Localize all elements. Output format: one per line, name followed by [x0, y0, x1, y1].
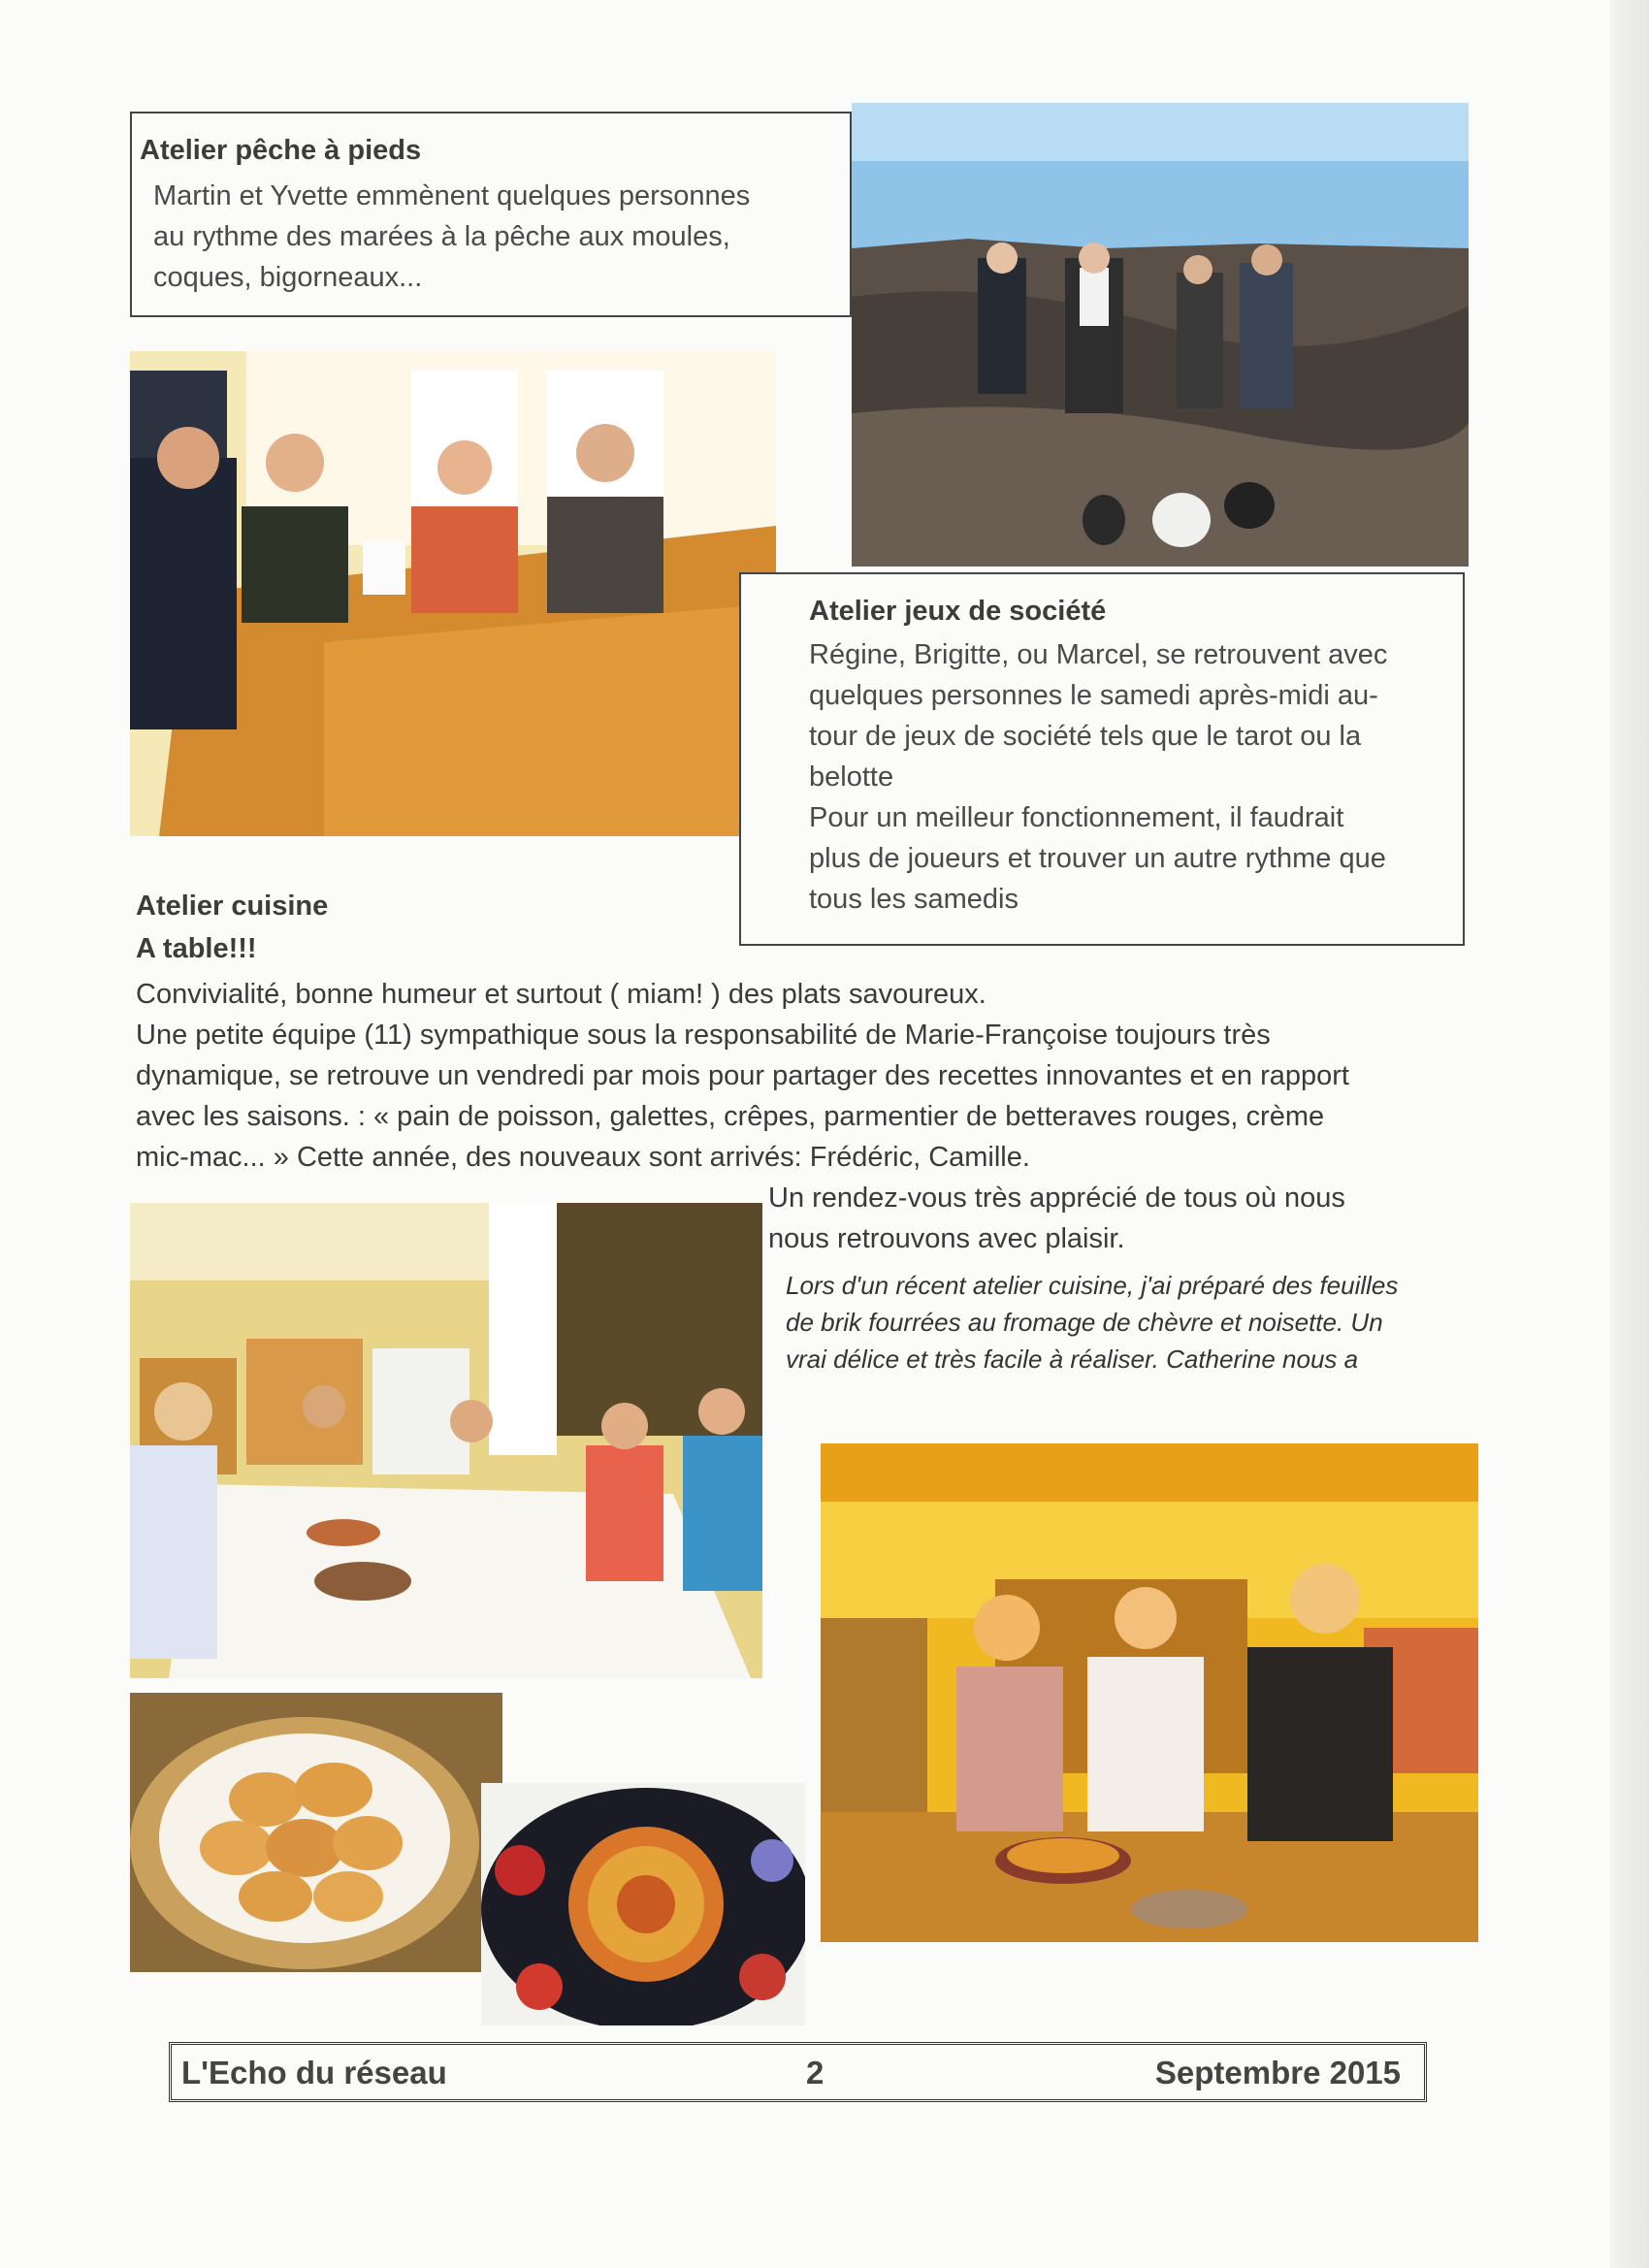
cuisine-text: Convivialité, bonne humeur et surtout ( miam! ) des plats savoureux. Une petite équipe (11) sympathique sous la responsabilité de Marie-Françoise toujours très dynamique, se retrouve un vendredi par mois pour partager des recettes innovantes et en rapport avec les saisons. : « pain de poisson, galettes, crêpes, parmentier de betteraves rouges, crème mic-mac... » Cette année, des nouveaux sont arrivés: Frédéric, Camille. [136, 979, 1349, 1173]
photo-brioches [130, 1693, 502, 1972]
page-edge [1610, 0, 1649, 2268]
peche-box [130, 112, 852, 317]
cuisine-quote: Lors d'un récent atelier cuisine, j'ai préparé des feuilles de brik fourrées au fromage de chèvre et noisette. Un vrai délice et très facile à réaliser. Catherine nous a [786, 1271, 1399, 1374]
jeux-text: Régine, Brigitte, ou Marcel, se retrouvent avec quelques personnes le samedi après-midi au- tour de jeux de société tels que le tarot ou la belotte Pour un meilleur fonctionnement, il faudrait plus de joueurs et trouver un autre rythme que tous les samedis [809, 639, 1388, 915]
footer-page-number: 2 [806, 2055, 824, 2090]
photo-peche-plage [852, 103, 1469, 567]
photo-cuisine-tablee [130, 1203, 762, 1678]
jeux-title: Atelier jeux de société [809, 596, 1107, 627]
footer-date: Septembre 2015 [1154, 2055, 1401, 2090]
peche-title: Atelier pêche à pieds [140, 135, 422, 166]
photo-jeux-societe [130, 351, 776, 836]
cuisine-title: Atelier cuisine [136, 891, 329, 922]
peche-text: Martin et Yvette emmènent quelques personnes au rythme des marées à la pêche aux moules, coques, bigorneaux... [153, 180, 751, 293]
photo-cuisine-cuisinieres [821, 1443, 1478, 1942]
cuisine-subtitle: A table!!! [136, 933, 257, 964]
photo-gateau-assiette [481, 1783, 805, 2025]
page-footer [169, 2042, 1427, 2102]
footer-publication: L'Echo du réseau [181, 2055, 447, 2090]
jeux-box [739, 572, 1465, 946]
cuisine-rdv-text: Un rendez-vous très apprécié de tous où nous nous retrouvons avec plaisir. [768, 1183, 1345, 1254]
